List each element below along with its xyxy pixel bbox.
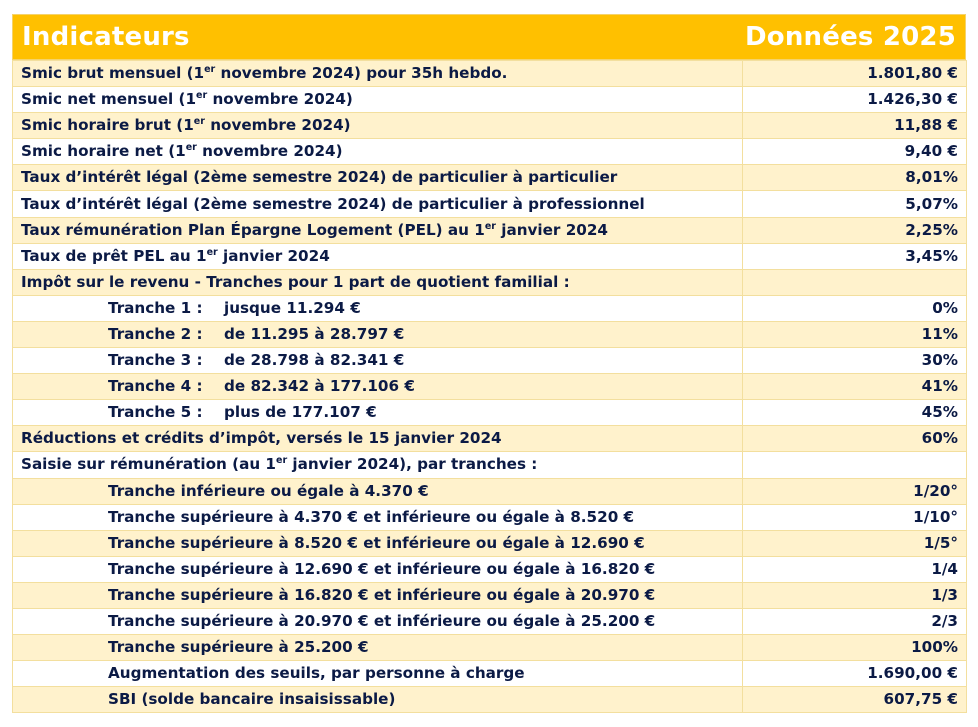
indicator-text: novembre 2024) pour 35h hebdo. [215, 64, 508, 83]
bracket-name: Tranche 2 : [108, 324, 203, 343]
ordinal-suffix: er [204, 64, 216, 76]
indicator-text: novembre 2024) [196, 142, 343, 161]
indicator-text: janvier 2024 [217, 246, 330, 265]
indicator-label [13, 139, 743, 165]
indicator-value: 100% [743, 635, 967, 661]
indicator-label [13, 243, 743, 269]
indicator-label [13, 113, 743, 139]
table-row [13, 269, 967, 295]
table-row [13, 87, 967, 113]
header-indicateurs: Indicateurs [22, 22, 190, 52]
sub-indicator [21, 508, 634, 526]
indicators-table [12, 14, 966, 713]
ordinal-suffix: er [276, 455, 288, 467]
ordinal-suffix: er [206, 246, 218, 258]
header-donnees: Données 2025 [744, 22, 956, 52]
bracket-range: de 82.342 à 177.106 € [224, 377, 415, 396]
indicator-value: 8,01% [743, 165, 967, 191]
indicator-text: Impôt sur le revenu - Tranches pour 1 part de quotient familial : [21, 272, 570, 291]
indicator-text: novembre 2024) [207, 90, 353, 109]
table-header [12, 14, 966, 60]
sub-indicator-text: SBI (solde bancaire insaisissable) [108, 690, 396, 709]
sub-indicator [21, 664, 525, 682]
bracket-name: Tranche 3 : [108, 351, 203, 370]
tax-bracket [21, 403, 377, 421]
table-row [13, 139, 967, 165]
sub-indicator-text: Tranche supérieure à 12.690 € et inférieure ou égale à 16.820 € [108, 559, 656, 578]
indicator-label [13, 295, 743, 321]
indicator-value: 1/4 [743, 556, 967, 582]
sub-indicator-text: Tranche supérieure à 20.970 € et inférieure ou égale à 25.200 € [108, 612, 656, 631]
indicator-label [13, 556, 743, 582]
indicator-value: 0% [743, 295, 967, 321]
table-row [13, 504, 967, 530]
sub-indicator [21, 482, 429, 500]
bracket-range: de 11.295 à 28.797 € [224, 324, 405, 343]
indicator-text: Taux de prêt PEL au 1 [21, 246, 207, 265]
sub-indicator [21, 586, 655, 604]
indicator-text: Smic net mensuel (1 [21, 90, 197, 109]
table-row [13, 374, 967, 400]
indicator-label [13, 165, 743, 191]
indicator-value: 3,45% [743, 243, 967, 269]
indicator-label [13, 687, 743, 713]
indicator-label [13, 87, 743, 113]
table-row [13, 61, 967, 87]
ordinal-suffix: er [196, 90, 208, 102]
table-row [13, 582, 967, 608]
indicator-value: 60% [743, 426, 967, 452]
ordinal-suffix: er [185, 142, 197, 154]
sub-indicator [21, 638, 369, 656]
table-row [13, 113, 967, 139]
table-row [13, 165, 967, 191]
indicator-label [13, 452, 743, 478]
indicator-value: 1.426,30 € [743, 87, 967, 113]
table-row [13, 687, 967, 713]
ordinal-suffix: er [193, 116, 205, 128]
table-row [13, 400, 967, 426]
indicator-text: Saisie sur rémunération (au 1 [21, 455, 276, 474]
indicator-text: Smic horaire net (1 [21, 142, 186, 161]
table-row [13, 321, 967, 347]
indicator-value [743, 452, 967, 478]
indicator-label [13, 661, 743, 687]
sub-indicator [21, 560, 655, 578]
indicator-text: Réductions et crédits d’impôt, versés le 15 janvier 2024 [21, 429, 502, 448]
indicator-text: novembre 2024) [204, 116, 351, 135]
indicator-value: 1/3 [743, 582, 967, 608]
indicator-value: 41% [743, 374, 967, 400]
indicator-text: janvier 2024), par tranches : [287, 455, 538, 474]
indicator-text: Smic horaire brut (1 [21, 116, 194, 135]
bracket-range: jusque 11.294 € [224, 298, 361, 317]
indicator-value: 30% [743, 348, 967, 374]
indicator-text: janvier 2024 [495, 220, 608, 239]
indicator-value: 1/20° [743, 478, 967, 504]
sub-indicator-text: Tranche supérieure à 16.820 € et inférieure ou égale à 20.970 € [108, 585, 656, 604]
indicator-label [13, 374, 743, 400]
table-body [13, 61, 967, 713]
indicator-label [13, 582, 743, 608]
indicator-label [13, 191, 743, 217]
indicator-value: 11% [743, 321, 967, 347]
indicator-label [13, 608, 743, 634]
indicator-label [13, 400, 743, 426]
sub-indicator [21, 534, 645, 552]
indicator-value: 1.690,00 € [743, 661, 967, 687]
bracket-name: Tranche 4 : [108, 377, 203, 396]
table-row [13, 426, 967, 452]
indicator-label [13, 321, 743, 347]
sub-indicator-text: Augmentation des seuils, par personne à charge [108, 664, 525, 683]
indicator-value [743, 269, 967, 295]
sub-indicator [21, 612, 655, 630]
bracket-range: de 28.798 à 82.341 € [224, 351, 405, 370]
indicator-label [13, 426, 743, 452]
indicator-value: 1/5° [743, 530, 967, 556]
indicator-value: 1.801,80 € [743, 61, 967, 87]
sub-indicator-text: Tranche supérieure à 8.520 € et inférieure ou égale à 12.690 € [108, 533, 645, 552]
indicator-label [13, 504, 743, 530]
table-row [13, 635, 967, 661]
table-row [13, 608, 967, 634]
indicator-label [13, 348, 743, 374]
bracket-range: plus de 177.107 € [224, 403, 377, 422]
indicator-value: 5,07% [743, 191, 967, 217]
indicator-value: 607,75 € [743, 687, 967, 713]
indicator-value: 2/3 [743, 608, 967, 634]
indicator-label [13, 217, 743, 243]
indicator-value: 45% [743, 400, 967, 426]
indicators-grid [12, 60, 967, 713]
indicator-text: Taux d’intérêt légal (2ème semestre 2024) de particulier à particulier [21, 168, 618, 187]
bracket-name: Tranche 1 : [108, 298, 203, 317]
indicator-text: Taux rémunération Plan Épargne Logement (PEL) au 1 [21, 220, 485, 239]
sub-indicator-text: Tranche supérieure à 4.370 € et inférieure ou égale à 8.520 € [108, 507, 635, 526]
table-row [13, 243, 967, 269]
indicator-text: Taux d’intérêt légal (2ème semestre 2024) de particulier à professionnel [21, 194, 645, 213]
indicator-label [13, 269, 743, 295]
indicator-label [13, 530, 743, 556]
indicator-value: 1/10° [743, 504, 967, 530]
table-row [13, 530, 967, 556]
bracket-name: Tranche 5 : [108, 403, 203, 422]
sub-indicator-text: Tranche inférieure ou égale à 4.370 € [108, 481, 429, 500]
sub-indicator-text: Tranche supérieure à 25.200 € [108, 638, 369, 657]
table-row [13, 348, 967, 374]
indicator-text: Smic brut mensuel (1 [21, 64, 205, 83]
tax-bracket [21, 299, 361, 317]
indicator-value: 2,25% [743, 217, 967, 243]
table-row [13, 217, 967, 243]
table-row [13, 191, 967, 217]
tax-bracket [21, 351, 404, 369]
ordinal-suffix: er [484, 220, 496, 232]
table-row [13, 556, 967, 582]
tax-bracket [21, 325, 404, 343]
table-row [13, 478, 967, 504]
indicator-label [13, 478, 743, 504]
table-row [13, 295, 967, 321]
tax-bracket [21, 377, 415, 395]
sub-indicator [21, 690, 395, 708]
indicator-value: 9,40 € [743, 139, 967, 165]
indicator-label [13, 635, 743, 661]
table-row [13, 452, 967, 478]
indicator-value: 11,88 € [743, 113, 967, 139]
table-row [13, 661, 967, 687]
indicator-label [13, 61, 743, 87]
